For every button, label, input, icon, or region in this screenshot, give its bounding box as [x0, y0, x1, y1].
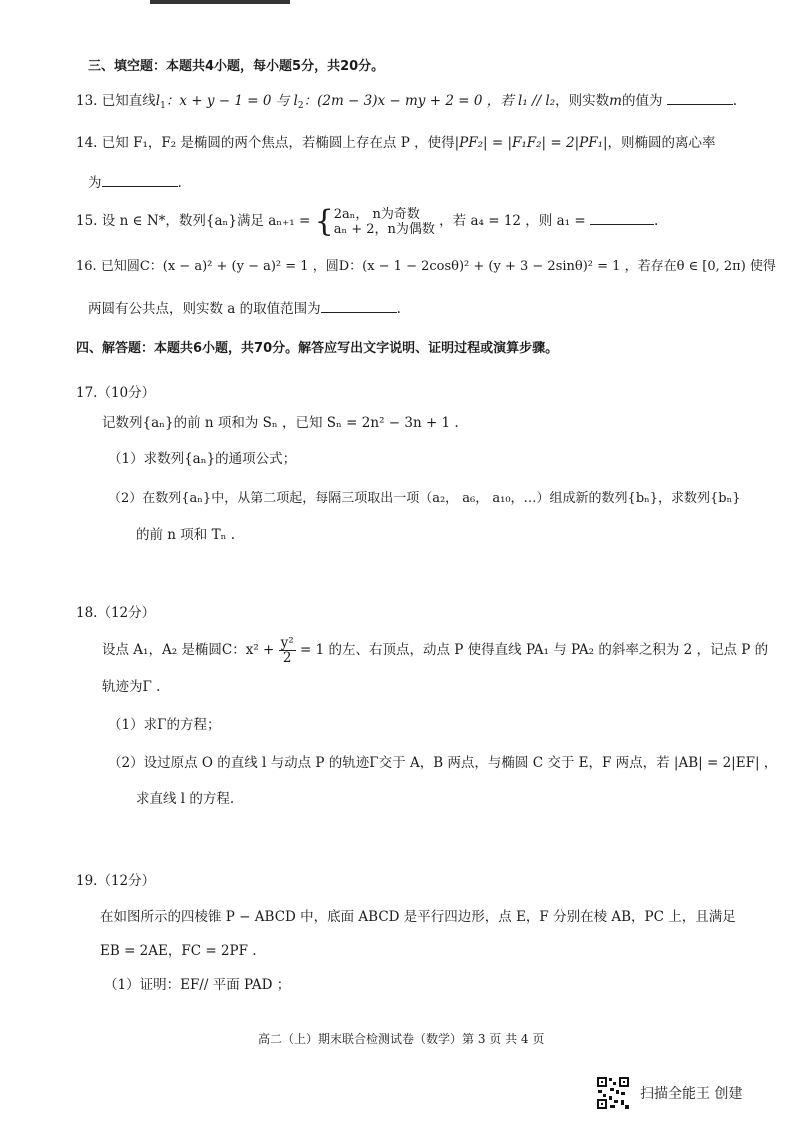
question-14-number: 14. — [76, 135, 98, 151]
question-18-header: 18.（12分） — [76, 605, 156, 621]
piecewise-cases: 2aₙ， n为奇数 aₙ + 2，n为偶数 — [333, 206, 435, 237]
scanner-label: 扫描全能王 创建 — [640, 1086, 743, 1102]
question-13-number: 13. — [76, 93, 98, 109]
question-13: 13. 已知直线$l_1$：x + y − 1 = 0 与 $l_2$：(2m − 3)x − my + 2 = 0 ，若 l₁ // l₂，则实数m的值为 . — [76, 90, 737, 115]
answer-blank — [102, 172, 178, 187]
question-19-stem: 在如图所示的四棱锥 P − ABCD 中，底面 ABCD 是平行四边形，点 E，F 分别在棱 AB，PC 上，且满足 — [100, 909, 736, 925]
question-16-number: 16. — [76, 259, 97, 274]
question-14-cont: 为 . — [88, 172, 182, 192]
fraction: $\frac{\text{y²}}{2}$ — [280, 635, 294, 666]
question-18-part2-cont: 求直线 l 的方程. — [136, 791, 235, 807]
question-14: 14. 已知 F₁，F₂ 是椭圆的两个焦点，若椭圆上存在点 P ，使得|PF₂| = |F₁F₂| = 2|PF₁|，则椭圆的离心率 — [76, 135, 716, 151]
question-18-stem-cont: 轨迹为Γ . — [102, 679, 161, 695]
answer-blank — [667, 90, 733, 105]
answer-blank — [321, 298, 397, 313]
page-footer: 高二（上）期末联合检测试卷（数学）第 3 页 共 4 页 — [258, 1032, 545, 1046]
question-18-part2: （2）设过原点 O 的直线 l 与动点 P 的轨迹Γ交于 A，B 两点，与椭圆 C 交于 E，F 两点，若 |AB| = 2|EF| ， — [108, 755, 778, 771]
question-19-stem-cont: EB = 2AE，FC = 2PF . — [100, 943, 257, 959]
question-15-number: 15. — [76, 213, 98, 229]
question-16-cont: 两圆有公共点，则实数 a 的取值范围为 . — [88, 298, 401, 318]
question-15: 15. 设 n ∈ N*，数列{aₙ}满足 aₙ₊₁ = { 2aₙ， n为奇数 aₙ + 2，n为偶数 ，若 a₄ = 12 ，则 a₁ = . — [76, 203, 659, 239]
question-17-header: 17.（10分） — [76, 385, 156, 401]
question-17-part1: （1）求数列{aₙ}的通项公式； — [108, 451, 297, 467]
question-17-part2: （2）在数列{aₙ}中，从第二项起，每隔三项取出一项（a₂， a₆， a₁₀，…）组成新的数列{bₙ}，求数列{bₙ} — [108, 491, 741, 506]
question-19-part1: （1）证明：EF// 平面 PAD ； — [104, 977, 291, 993]
question-18-stem: 设点 A₁，A₂ 是椭圆C：x² + $\frac{\text{y²}}{2}$ = 1 的左、右顶点，动点 P 使得直线 PA₁ 与 PA₂ 的斜率之积为 2 ，记点 P 的 — [102, 635, 769, 666]
question-18-part1: （1）求Γ的方程； — [108, 717, 221, 733]
question-16: 16. 已知圆C：(x − a)² + (y − a)² = 1 ，圆D：(x − 1 − 2cosθ)² + (y + 3 − 2sinθ)² = 1 ，若存在θ ∈ [0, 2π) 使得 — [76, 259, 776, 274]
scan-artifact — [150, 0, 290, 4]
answer-blank — [590, 210, 654, 225]
section-answer-header: 四、解答题：本题共6小题，共70分。解答应写出文字说明、证明过程或演算步骤。 — [76, 341, 559, 356]
question-19-header: 19.（12分） — [76, 873, 156, 889]
qr-code-icon — [596, 1076, 630, 1110]
brace-symbol: { — [314, 203, 334, 239]
question-17-stem: 记数列{aₙ}的前 n 项和为 Sₙ ，已知 Sₙ = 2n² − 3n + 1 . — [102, 415, 459, 431]
scanner-watermark — [596, 1076, 742, 1110]
section-fill-in-header: 三、填空题：本题共4小题，每小题5分，共20分。 — [88, 59, 385, 74]
question-17-part2-cont: 的前 n 项和 Tₙ . — [136, 527, 235, 543]
